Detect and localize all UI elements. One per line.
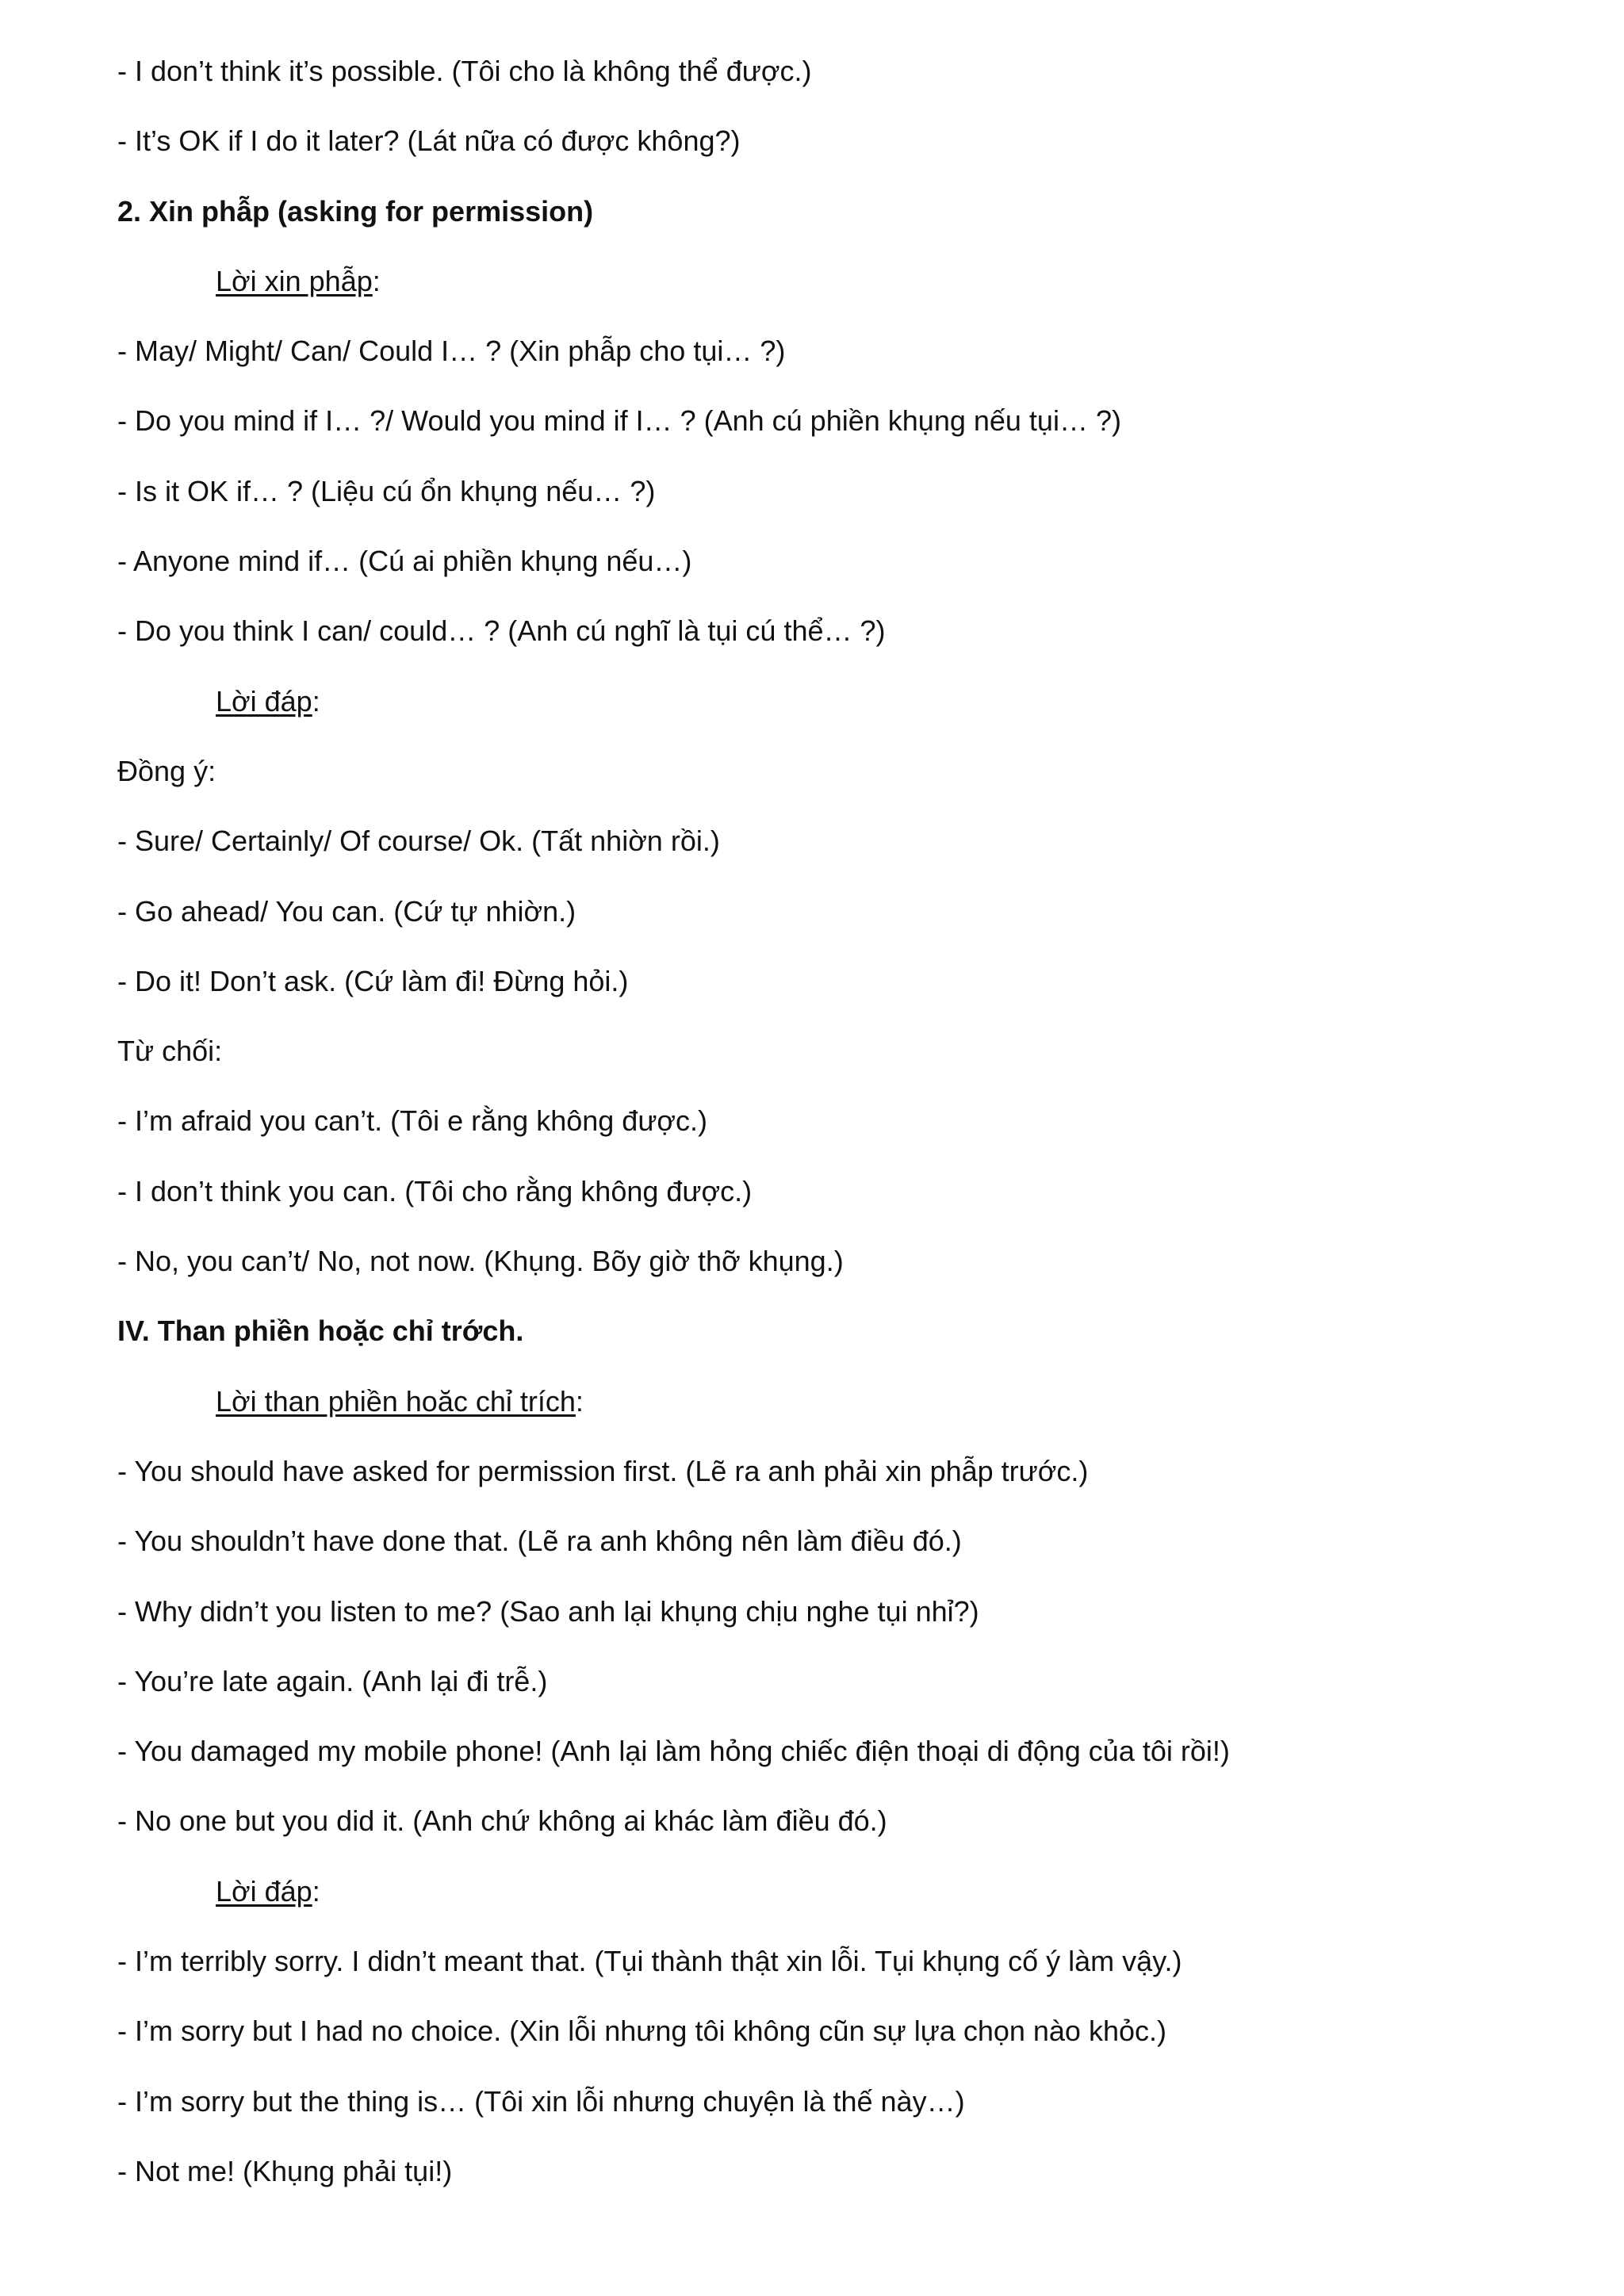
subheading-suffix: : (372, 264, 381, 297)
document-body (117, 48, 1545, 2218)
text-line: - You damaged my mobile phone! (Anh lại làm hỏng chiếc điện thoại di động của tôi rồi!) (117, 1735, 1230, 1768)
text-line: - I don’t think you can. (Tôi cho rằng không được.) (117, 1174, 753, 1207)
subheading-label: Lời xin phẫp (216, 264, 373, 297)
section-heading: IV. Than phiền hoặc chỉ trớch. (117, 1314, 524, 1348)
text-line: - Do it! Don’t ask. (Cứ làm đi! Đừng hỏi.) (117, 964, 629, 997)
text-line: - Go ahead/ You can. (Cứ tự nhiờn.) (117, 894, 576, 928)
text-line: - You’re late again. (Anh lại đi trễ.) (117, 1664, 548, 1697)
text-line: - Sure/ Certainly/ Of course/ Ok. (Tất nhiờn rồi.) (117, 825, 720, 858)
subheading-suffix: : (575, 1384, 584, 1418)
subheading-line (117, 258, 1545, 327)
text-line: - It’s OK if I do it later? (Lát nữa có được không?) (117, 124, 741, 158)
text-line: - Anyone mind if… (Cú ai phiền khụng nếu…) (117, 545, 692, 578)
subheading-line (117, 1378, 1545, 1448)
text-line: - Is it OK if… ? (Liệu cú ổn khụng nếu… ?) (117, 474, 656, 507)
subheading-suffix: : (312, 1874, 320, 1908)
subheading-suffix: : (312, 684, 320, 718)
subheading-line (117, 678, 1545, 748)
subheading-line (117, 1868, 1545, 1938)
text-line: Từ chối: (117, 1035, 223, 1068)
text-line: - I’m sorry but I had no choice. (Xin lỗi nhưng tôi không cũn sự lựa chọn nào khỏc.) (117, 2015, 1166, 2048)
subheading-label: Lời đáp (216, 1874, 312, 1908)
text-line: - Do you think I can/ could… ? (Anh cú nghĩ là tụi cú thể… ?) (117, 614, 886, 648)
text-line: - Not me! (Khụng phải tụi!) (117, 2154, 453, 2187)
text-line: - I’m afraid you can’t. (Tôi e rằng không được.) (117, 1104, 708, 1138)
text-line: Đồng ý: (117, 754, 216, 787)
section-heading: 2. Xin phẫp (asking for permission) (117, 194, 594, 228)
text-line: - No one but you did it. (Anh chứ không ai khác làm điều đó.) (117, 1804, 887, 1838)
text-line: - You shouldn’t have done that. (Lẽ ra anh không nên làm điều đó.) (117, 1525, 962, 1558)
text-line: - Do you mind if I… ?/ Would you mind if I… ? (Anh cú phiền khụng nếu tụi… ?) (117, 404, 1121, 438)
text-line: - Why didn’t you listen to me? (Sao anh lại khụng chịu nghe tụi nhỉ?) (117, 1594, 979, 1628)
text-line: - No, you can’t/ No, not now. (Khụng. Bõy giờ thỡ khụng.) (117, 1245, 844, 1278)
subheading-label: Lời than phiền hoăc chỉ trích (216, 1384, 576, 1418)
text-line: - I’m sorry but the thing is… (Tôi xin lỗi nhưng chuyện là thế này…) (117, 2084, 965, 2118)
subheading-label: Lời đáp (216, 684, 312, 718)
text-line: - I’m terribly sorry. I didn’t meant that. (Tụi thành thật xin lỗi. Tụi khụng cố ý làm vậy.) (117, 1945, 1182, 1978)
text-line: - I don’t think it’s possible. (Tôi cho là không thể được.) (117, 55, 812, 87)
text-line: - You should have asked for permission first. (Lẽ ra anh phải xin phẫp trước.) (117, 1454, 1089, 1487)
text-line: - May/ Might/ Can/ Could I… ? (Xin phẫp cho tụi… ?) (117, 335, 786, 368)
